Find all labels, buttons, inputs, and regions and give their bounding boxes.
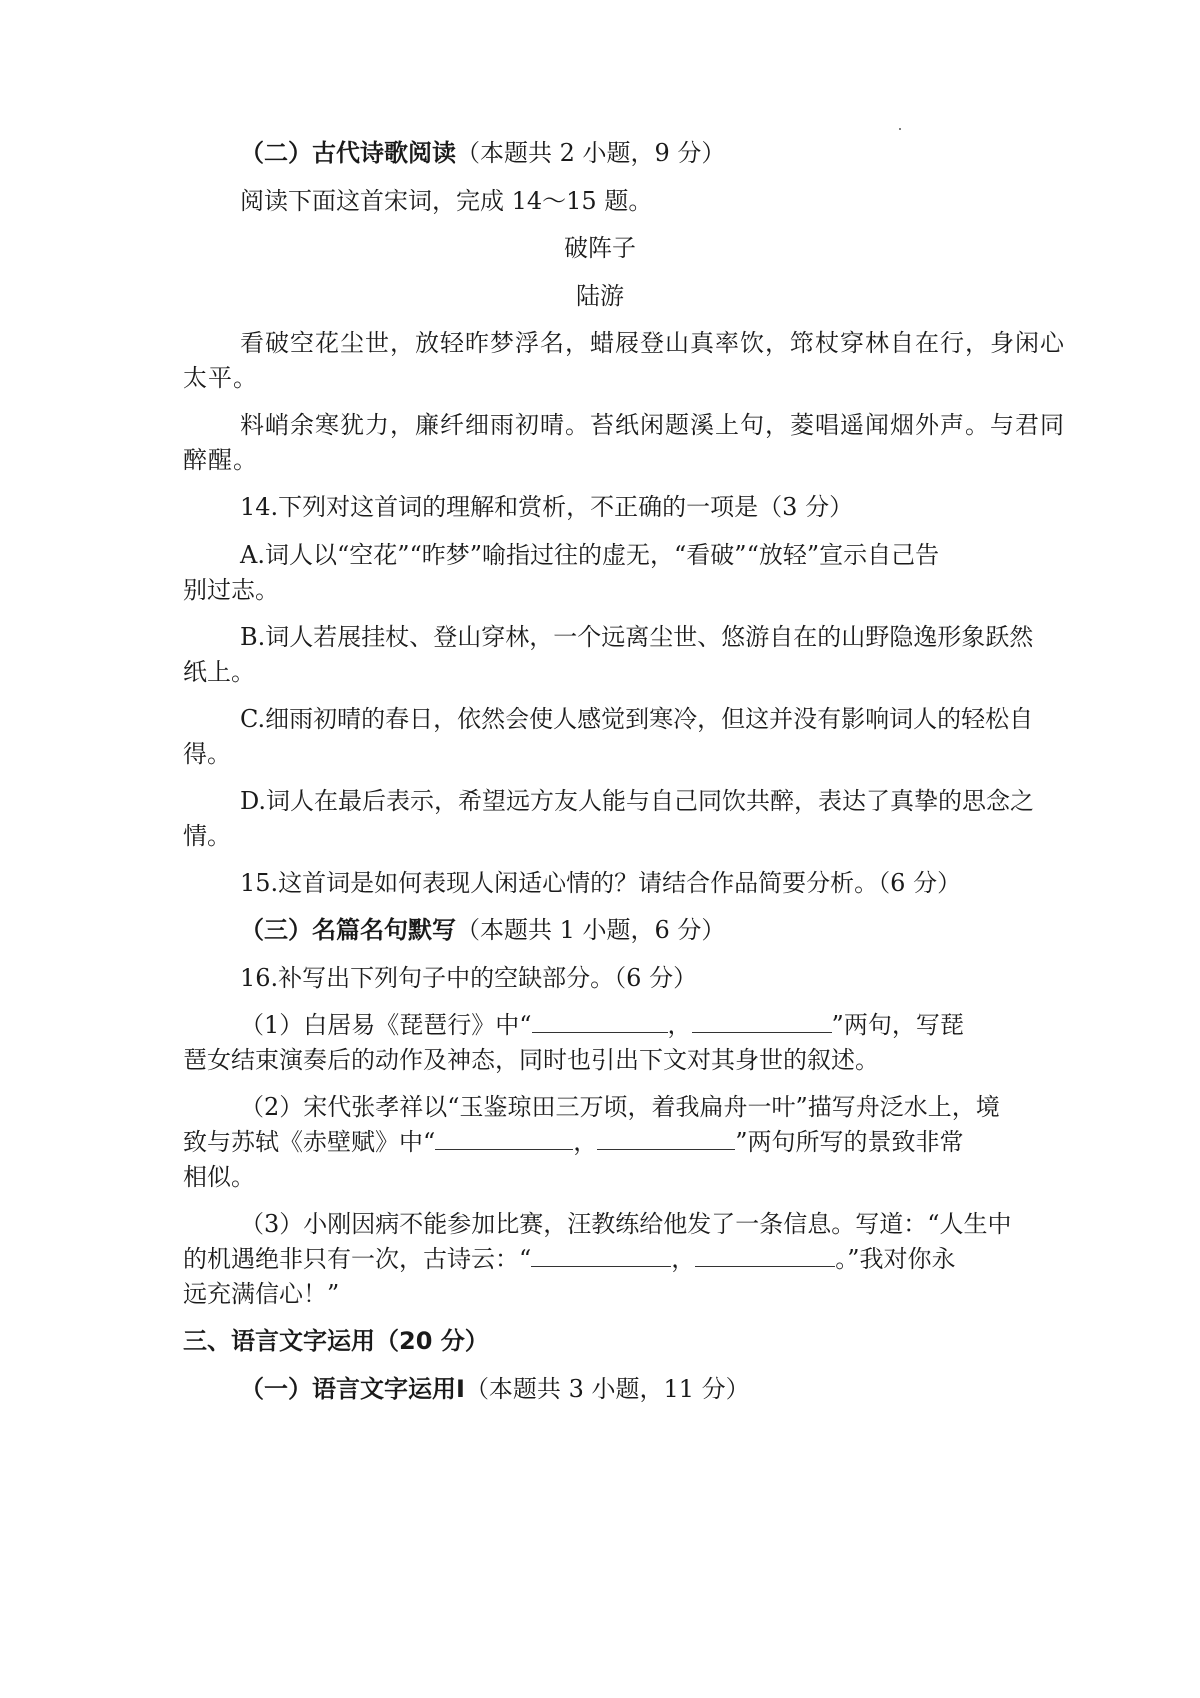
option-a-line-2: 别过志。	[183, 576, 279, 604]
text-span: 。”我对你永	[835, 1245, 956, 1273]
option-b-line-1: B.词人若展挂杖、登山穿林，一个远离尘世、悠游自在的山野隐逸形象跃然	[240, 623, 1034, 651]
q16-part-3-line-2	[183, 1242, 1033, 1277]
section-title: （二）古代诗歌阅读	[240, 139, 456, 167]
option-a-line-1: A.词人以“空花”“昨梦”喻指过往的虚无，“看破”“放轻”宣示自己告	[240, 541, 940, 569]
section-note: （本题共 3 小题，11 分）	[464, 1375, 750, 1403]
poem-stanza-2-line-2: 醉醒。	[183, 446, 258, 474]
q16-part-3-line-3: 远充满信心！”	[183, 1280, 340, 1308]
poem-author: 陆游	[576, 282, 624, 310]
text-span: ”两句，写琵	[831, 1011, 964, 1039]
option-c-line-2: 得。	[183, 740, 231, 768]
q16-part-2-line-1: （2）宋代张孝祥以“玉鉴琼田三万顷，着我扁舟一叶”描写舟泛水上，境	[240, 1093, 1000, 1121]
option-b-line-2: 纸上。	[183, 658, 255, 686]
instructions: 阅读下面这首宋词，完成 14～15 题。	[240, 187, 653, 215]
poem-stanza-1-line-1: 看破空花尘世，放轻昨梦浮名，蜡屐登山真率饮，筇杖穿林自在行，身闲心	[240, 329, 1065, 357]
question-15: 15.这首词是如何表现人闲适心情的？请结合作品简要分析。（6 分）	[240, 869, 962, 897]
section-note: （本题共 2 小题，9 分）	[456, 139, 726, 167]
question-14-stem: 14.下列对这首词的理解和赏析，不正确的一项是（3 分）	[240, 493, 854, 521]
q16-part-1-line-2: 琶女结束演奏后的动作及神态，同时也引出下文对其身世的叙述。	[183, 1046, 879, 1074]
text-span: （1）白居易《琵琶行》中“	[240, 1011, 532, 1039]
subsection-heading-language-use	[240, 1372, 1090, 1407]
text-span: 致与苏轼《赤壁赋》中“	[183, 1128, 436, 1156]
part-3-heading: 三、语言文字运用（20 分）	[183, 1327, 489, 1355]
answer-blank[interactable]	[532, 1008, 668, 1033]
text-span: ”两句所写的景致非常	[735, 1128, 964, 1156]
text-span: ，	[671, 1245, 696, 1273]
q16-part-2-line-3: 相似。	[183, 1163, 255, 1191]
q16-part-1-line-1	[240, 1008, 1090, 1043]
option-d-line-1: D.词人在最后表示，希望远方友人能与自己同饮共醉，表达了真挚的思念之	[240, 787, 1035, 815]
q16-part-3-line-1: （3）小刚因病不能参加比赛，汪教练给他发了一条信息。写道：“人生中	[240, 1210, 1012, 1238]
text-span: ，	[573, 1128, 598, 1156]
section-title: （一）语言文字运用Ⅰ	[240, 1375, 465, 1403]
answer-blank[interactable]	[531, 1242, 671, 1267]
text-span: ，	[667, 1011, 692, 1039]
question-16-stem: 16.补写出下列句子中的空缺部分。（6 分）	[240, 964, 698, 992]
poem-title: 破阵子	[564, 234, 636, 262]
speck-mark	[899, 128, 901, 130]
section-heading-dictation	[240, 913, 1090, 948]
poem-stanza-2-line-1: 料峭余寒犹力，廉纤细雨初晴。苔纸闲题溪上句，菱唱遥闻烟外声。与君同	[240, 411, 1065, 439]
answer-blank[interactable]	[435, 1125, 573, 1150]
answer-blank[interactable]	[597, 1125, 735, 1150]
option-c-line-1: C.细雨初晴的春日，依然会使人感觉到寒冷，但这并没有影响词人的轻松自	[240, 705, 1034, 733]
answer-blank[interactable]	[695, 1242, 835, 1267]
poem-stanza-1-line-2: 太平。	[183, 364, 258, 392]
answer-blank[interactable]	[692, 1008, 832, 1033]
section-note: （本题共 1 小题，6 分）	[456, 916, 726, 944]
section-title: （三）名篇名句默写	[240, 916, 456, 944]
q16-part-2-line-2	[183, 1125, 1033, 1160]
option-d-line-2: 情。	[183, 822, 231, 850]
text-span: 的机遇绝非只有一次，古诗云：“	[183, 1245, 532, 1273]
section-heading-poetry	[240, 136, 1090, 171]
